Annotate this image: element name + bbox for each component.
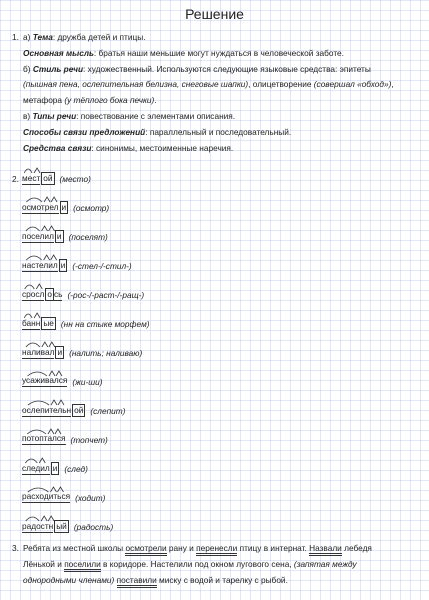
word-row xyxy=(12,282,422,311)
word-row xyxy=(12,311,422,340)
task-1-theme-line xyxy=(12,30,422,46)
sentence-text: Ребята из местной школы xyxy=(23,543,126,553)
suffix-mark xyxy=(36,284,42,289)
task-1-idea-line xyxy=(12,46,422,62)
task-1-epithets-line xyxy=(12,77,422,93)
task-number: 1. xyxy=(12,32,19,42)
suffix-mark xyxy=(42,226,48,231)
word-ending: и xyxy=(52,463,58,473)
idea-text: : братья наши меньшие могут нуждаться в человеческой заботе. xyxy=(93,47,344,58)
word-stem: банн xyxy=(22,318,41,328)
word-note: (-стел-/-стил-) xyxy=(72,261,132,271)
root-arc xyxy=(26,517,39,521)
suffix-mark xyxy=(44,197,50,202)
word-note: (налить; наливаю) xyxy=(69,348,143,358)
word-note: (ходит) xyxy=(75,493,106,503)
morpheme-marks xyxy=(22,427,66,435)
word-ending: и xyxy=(61,202,67,212)
sentence-text: в коридоре. Настелили под окном лугового сена, xyxy=(100,558,294,569)
suffix-mark xyxy=(48,516,54,521)
task-number: 3. xyxy=(12,543,19,553)
means-text: : синонимы, местоименные наречия. xyxy=(91,142,234,153)
theme-text: : дружба детей и птицы. xyxy=(52,32,146,42)
word-stem: ослепительн xyxy=(22,405,72,415)
word-note: (жи-ши) xyxy=(72,377,103,387)
style-label: Стиль речи xyxy=(32,63,84,74)
style-text: : художественный. Используются следующие языковые средства: эпитеты xyxy=(83,63,371,74)
morpheme-marks xyxy=(22,195,69,203)
word-note: (топчет) xyxy=(70,435,108,445)
links-text: : параллельный и последовательный. xyxy=(145,126,292,137)
root-arc xyxy=(24,169,32,173)
sentence-text: миску с водой и тарелку с рыбой. xyxy=(156,574,288,585)
suffix-mark xyxy=(56,371,62,376)
word-stem: следил xyxy=(22,463,50,473)
root-arc xyxy=(27,372,47,376)
morpheme-marks xyxy=(22,166,55,174)
sentence-text: лебедя xyxy=(341,543,372,553)
task-3-line-1 xyxy=(12,541,422,557)
task-2-word-list xyxy=(12,166,422,543)
root-arc xyxy=(28,488,49,492)
task-1-style-line xyxy=(12,62,422,78)
word-note: (-рос-/-раст-/-ращ-) xyxy=(67,290,145,300)
suffix-mark xyxy=(39,458,45,463)
word-ending: о xyxy=(47,289,52,299)
item-label: а) xyxy=(23,32,31,42)
task-1-types-line xyxy=(12,109,422,125)
means-label: Средства связи xyxy=(23,142,92,153)
suffix-mark xyxy=(51,400,57,405)
morpheme-marks xyxy=(22,253,68,261)
personification-text: , олицетворение xyxy=(248,79,314,90)
task-1 xyxy=(12,30,422,156)
theme-label: Тема xyxy=(32,32,53,42)
comment: (запятая между xyxy=(293,558,357,569)
suffix-mark xyxy=(51,255,57,260)
suffix-mark xyxy=(44,255,50,260)
word-stem: мест xyxy=(22,173,41,183)
word-stem: наливал xyxy=(22,347,55,357)
punctuation: . xyxy=(154,95,157,106)
root-arc xyxy=(26,227,40,231)
suffix-mark xyxy=(50,487,56,492)
word-row xyxy=(12,369,422,398)
word-stem: поселил xyxy=(22,231,54,241)
morpheme-marks xyxy=(22,340,65,348)
morpheme-marks xyxy=(22,369,68,377)
word-stem: расходиться xyxy=(22,491,71,501)
types-text: : повествование с элементами описания. xyxy=(76,110,236,121)
word-row xyxy=(12,485,422,514)
word-row xyxy=(12,166,422,195)
sentence-text: Лёнькой и xyxy=(23,558,65,569)
word-stem: осмотрел xyxy=(22,202,59,212)
personification-examples: (совершал «обход») xyxy=(313,79,392,90)
word-note: (поселят) xyxy=(68,232,108,242)
word-ending: ые xyxy=(43,318,54,328)
predicate: поставили xyxy=(117,575,157,588)
morpheme-marks xyxy=(22,282,63,290)
word-row xyxy=(12,224,422,253)
links-label: Способы связи предложений xyxy=(23,126,146,137)
morpheme-marks xyxy=(22,485,71,493)
metaphor-example: (у тёплого бока печки) xyxy=(64,95,155,106)
morpheme-marks xyxy=(22,514,69,522)
word-ending: и xyxy=(56,231,62,241)
word-ending: ой xyxy=(43,173,53,183)
word-row xyxy=(12,398,422,427)
suffix-mark xyxy=(57,487,63,492)
word-stem: потоптался xyxy=(22,433,66,443)
root-arc xyxy=(25,459,37,463)
word-stem: усаживался xyxy=(22,375,68,385)
root-arc xyxy=(26,343,40,347)
suffix-mark xyxy=(58,400,64,405)
predicate: осмотрели xyxy=(125,543,166,556)
suffix-mark xyxy=(34,313,40,318)
word-row xyxy=(12,195,422,224)
word-row xyxy=(12,514,422,543)
task-number: 2. xyxy=(12,174,19,184)
suffix-mark xyxy=(42,342,48,347)
item-label: б) xyxy=(23,63,31,74)
word-ending: и xyxy=(60,260,66,270)
suffix-mark xyxy=(34,168,40,173)
word-stem: радостн xyxy=(22,521,54,531)
suffix-mark xyxy=(49,226,55,231)
suffix-mark xyxy=(48,429,54,434)
word-note: (радость) xyxy=(73,522,114,532)
sentence-text: рану и xyxy=(166,543,197,553)
morpheme-marks xyxy=(22,456,60,464)
word-row xyxy=(12,253,422,282)
suffix-mark xyxy=(49,371,55,376)
root-arc xyxy=(24,314,32,318)
comment: однородными членами) xyxy=(23,574,115,585)
word-ending: ой xyxy=(74,405,84,415)
morpheme-marks xyxy=(22,311,56,319)
metaphor-text: метафора xyxy=(23,95,65,106)
word-ending: ый xyxy=(56,521,67,531)
root-arc xyxy=(25,285,35,289)
word-note: (нн на стыке морфем) xyxy=(60,319,150,329)
punctuation: , xyxy=(391,79,394,90)
predicate: перенесли xyxy=(196,543,237,556)
word-note: (след) xyxy=(64,464,88,474)
word-note: (осмотр) xyxy=(73,203,110,213)
word-note: (место) xyxy=(59,174,91,184)
page-title: Решение xyxy=(185,6,244,22)
morpheme-marks xyxy=(22,398,86,406)
sentence-text: птицу в интернат. xyxy=(237,543,310,553)
suffix-mark xyxy=(49,342,55,347)
morpheme-marks xyxy=(22,224,64,232)
suffix-mark xyxy=(55,429,61,434)
word-note: (слепит) xyxy=(90,406,126,416)
word-row xyxy=(12,427,422,456)
task-3 xyxy=(12,541,422,588)
suffix-mark xyxy=(41,516,47,521)
root-arc xyxy=(27,430,46,434)
predicate: поселили xyxy=(64,559,101,572)
task-1-means-line xyxy=(12,141,422,157)
task-1-metaphor-line xyxy=(12,93,422,109)
word-stem: сросл xyxy=(22,289,45,299)
task-3-line-3 xyxy=(12,573,422,589)
word-stem: сь xyxy=(54,289,63,299)
predicate: Назвали xyxy=(309,543,342,556)
task-3-line-2 xyxy=(12,557,422,573)
types-label: Типы речи xyxy=(32,110,77,121)
word-ending: и xyxy=(57,347,63,357)
epithets-examples: (пышная пена, ослепительная белизна, снеговые шапки) xyxy=(23,79,249,90)
item-label: в) xyxy=(23,110,31,121)
idea-label: Основная мысль xyxy=(23,47,94,58)
word-row xyxy=(12,340,422,369)
root-arc xyxy=(26,198,42,202)
root-arc xyxy=(26,256,41,260)
suffix-mark xyxy=(51,197,57,202)
word-row xyxy=(12,456,422,485)
task-1-links-line xyxy=(12,125,422,141)
root-arc xyxy=(28,401,49,405)
word-stem: настелил xyxy=(22,260,58,270)
